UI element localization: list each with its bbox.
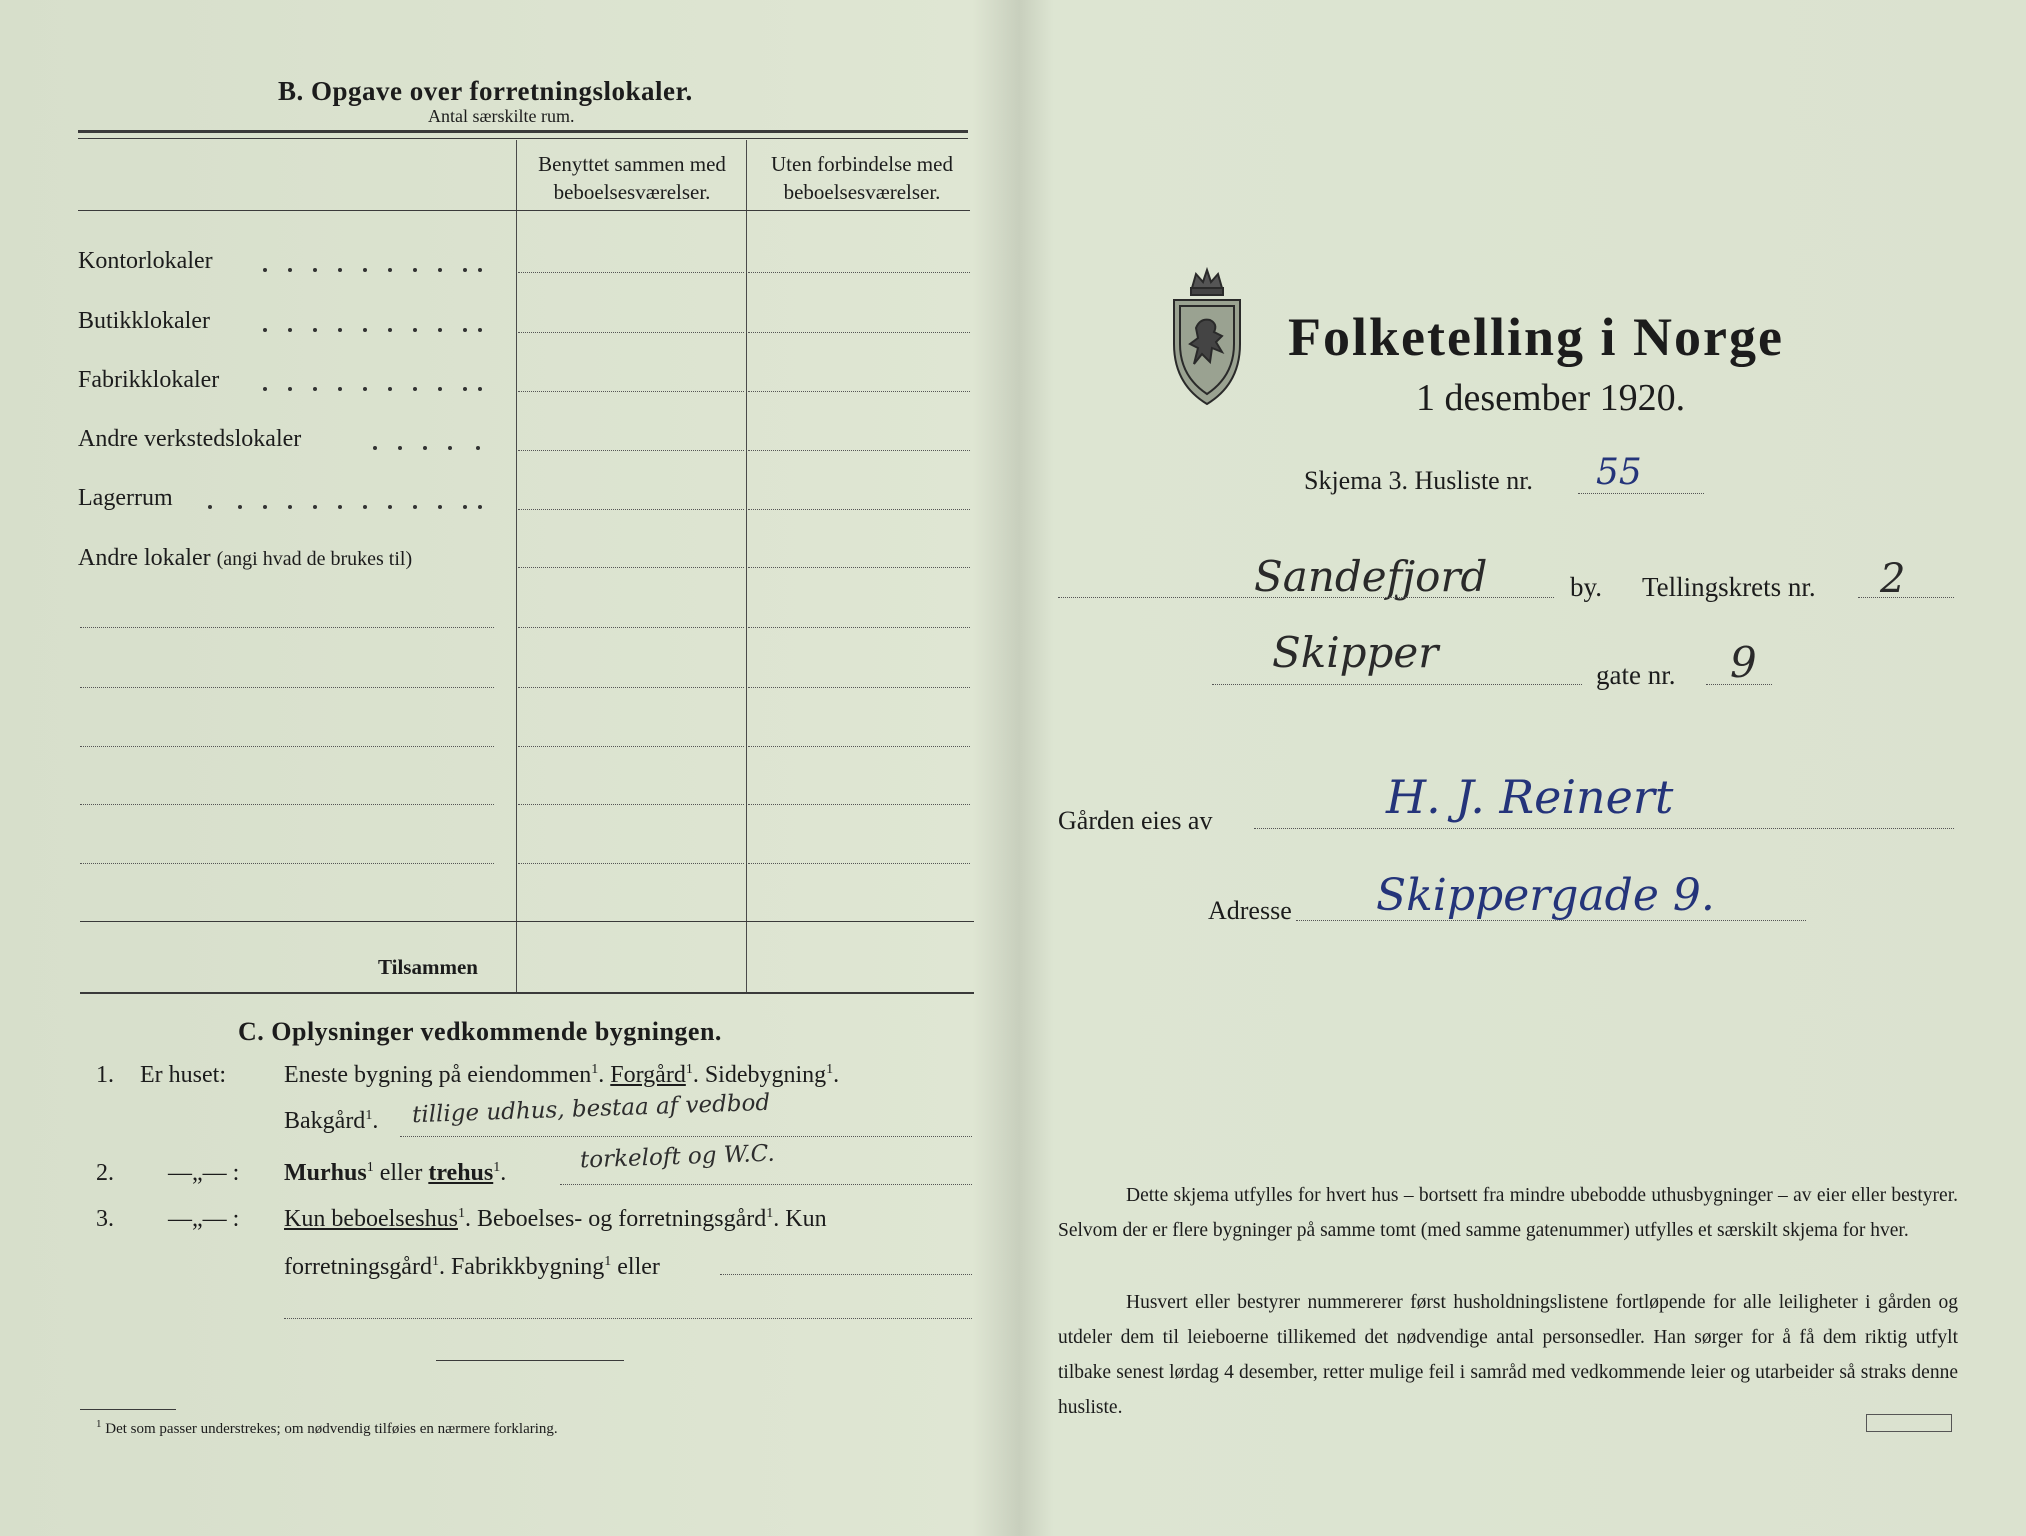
q2-options: Murhus$^1$ eller trehus$^1$. xyxy=(284,1160,507,1186)
q3-answer-line-2 xyxy=(284,1318,972,1319)
q2-opt-murhus: Murhus xyxy=(284,1160,367,1186)
gate-number: 9 xyxy=(1730,638,1757,687)
col1-rule-row3 xyxy=(518,391,744,392)
col-header-without-dwelling: Uten forbindelse med beboelsesværelser. xyxy=(771,152,953,204)
street-handwritten: Skipper xyxy=(1272,628,1439,677)
blank-row-3-c1 xyxy=(518,746,744,747)
blank-row-2-c1 xyxy=(518,687,744,688)
instructions-paragraph-1: Dette skjema utfylles for hvert hus – bortsett fra mindre ubebodde uthusbygninger – av eier eller bestyrer. Selvom der er flere bygninger på samme tomt (med samme gatenummer) utfylles et særskilt skjema for hver. xyxy=(1058,1185,1958,1241)
gate-line xyxy=(1706,684,1772,685)
blank-row-1-c1 xyxy=(518,627,744,628)
blank-row-5 xyxy=(80,863,494,864)
q3-opt-kun-beboelseshus: Kun beboelseshus xyxy=(284,1206,458,1232)
q1-handwritten-note-b: torkeloft og W.C. xyxy=(579,1140,776,1174)
q1-opt-eneste: Eneste bygning på eiendommen xyxy=(284,1062,592,1088)
total-bottom-rule xyxy=(80,992,974,994)
printer-stamp xyxy=(1866,1414,1952,1432)
q1-answer-line xyxy=(400,1136,972,1137)
q2-opt-trehus: trehus xyxy=(428,1160,494,1186)
col1-rule-row2 xyxy=(518,332,744,333)
husliste-number: 55 xyxy=(1596,452,1642,493)
q1-options-line1: Eneste bygning på eiendommen$^1$. Forgård$^1$. Sidebygning$^1$. xyxy=(284,1062,840,1088)
col2-rule-row5 xyxy=(748,509,970,510)
by-label: by. xyxy=(1570,572,1602,602)
q1-handwritten-note-a: tillige udhus, bestaa af vedbod xyxy=(411,1089,771,1129)
section-c-title: C. Oplysninger vedkommende bygningen. xyxy=(238,1017,722,1046)
q2-eller: eller xyxy=(379,1160,423,1186)
row-label-verkstedslokaler: Andre verkstedslokaler xyxy=(78,426,302,452)
q3-number: 3. xyxy=(96,1206,114,1232)
q1-opt-bakgard: Bakgård xyxy=(284,1108,366,1134)
husliste-line xyxy=(1578,493,1704,494)
blank-row-4 xyxy=(80,804,494,805)
col1-rule-row4 xyxy=(518,450,744,451)
section-c-end-rule xyxy=(436,1360,624,1361)
q3-options-line2: forretningsgård$^1$. Fabrikkbygning$^1$ eller xyxy=(284,1254,660,1280)
col2-rule-row3 xyxy=(748,391,970,392)
blank-row-1-c2 xyxy=(748,627,970,628)
blank-row-2 xyxy=(80,687,494,688)
blank-row-5-c1 xyxy=(518,863,744,864)
address-handwritten: Skippergade 9. xyxy=(1376,870,1715,921)
owner-line xyxy=(1254,828,1954,829)
row-label-lagerrum: Lagerrum xyxy=(78,485,173,511)
blank-row-5-c2 xyxy=(748,863,970,864)
total-label: Tilsammen xyxy=(378,955,478,979)
tellingskrets-line xyxy=(1858,597,1954,598)
q1-label: Er huset: xyxy=(140,1062,226,1088)
owner-handwritten: H. J. Reinert xyxy=(1386,770,1674,824)
q3-options-line1: Kun beboelseshus$^1$. Beboelses- og forretningsgård$^1$. Kun xyxy=(284,1206,827,1232)
skjema-label: Skjema 3. Husliste nr. xyxy=(1304,466,1533,495)
col2-rule-row6 xyxy=(748,567,970,568)
tellingskrets-number: 2 xyxy=(1880,556,1906,602)
q3-opt-kun: Kun xyxy=(785,1206,827,1232)
q1-number: 1. xyxy=(96,1062,114,1088)
q1-opt-forgard: Forgård xyxy=(610,1062,686,1088)
q3-opt-forretningsgard: forretningsgård xyxy=(284,1254,432,1280)
blank-row-3-c2 xyxy=(748,746,970,747)
blank-row-3 xyxy=(80,746,494,747)
blank-row-2-c2 xyxy=(748,687,970,688)
city-handwritten: Sandefjord xyxy=(1254,552,1488,601)
owner-label: Gården eies av xyxy=(1058,806,1213,835)
q3-opt-fabrikkbygning: Fabrikkbygning xyxy=(450,1254,605,1280)
q3-answer-line-1 xyxy=(720,1274,972,1275)
form-title: Folketelling i Norge xyxy=(1288,307,1784,367)
q2-answer-line xyxy=(560,1184,972,1185)
row-label-kontorlokaler: Kontorlokaler xyxy=(78,248,213,274)
instructions-paragraph-2: Husvert eller bestyrer nummererer først husholdningslistene fortløpende for alle leiligheter i gården og utdeler dem til leieboerne tillikemed det nødvendige antal personsedler. Han sørger for å få dem riktig utfylt tilbake senest lørdag 4 desember, retter mulige feil i samråd med vedkommende leier og utarbeider så straks denne husliste. xyxy=(1058,1292,1958,1418)
q3-label: —„— : xyxy=(168,1206,240,1232)
norwegian-coat-of-arms xyxy=(1166,266,1248,408)
q3-opt-beboelses-forretning: Beboelses- og forretningsgård xyxy=(476,1206,767,1232)
col2-rule-row1 xyxy=(748,272,970,273)
gate-label: gate nr. xyxy=(1596,660,1676,690)
total-top-rule xyxy=(80,921,974,922)
table-col-divider-2 xyxy=(746,140,747,992)
col2-rule-row2 xyxy=(748,332,970,333)
section-b-title: B. Opgave over forretningslokaler. xyxy=(278,76,693,106)
col1-rule-row1 xyxy=(518,272,744,273)
andre-lokaler-hint: (angi hvad de brukes til) xyxy=(216,548,413,570)
q2-label: —„— : xyxy=(168,1160,240,1186)
table-top-rule-thin xyxy=(78,138,968,139)
table-col-divider-1 xyxy=(516,140,517,992)
col1-rule-row6 xyxy=(518,567,744,568)
blank-row-4-c2 xyxy=(748,804,970,805)
row-label-butikklokaler: Butikklokaler xyxy=(78,308,210,334)
q1-options-line2: Bakgård$^1$. xyxy=(284,1108,379,1134)
table-top-rule xyxy=(78,130,968,133)
col-header-with-dwelling: Benyttet sammen med beboelsesværelser. xyxy=(538,152,726,204)
col1-rule-row5 xyxy=(518,509,744,510)
footnote-rule xyxy=(80,1409,176,1410)
city-line xyxy=(1058,597,1554,598)
andre-lokaler-text: Andre lokaler xyxy=(78,545,211,571)
q3-eller: eller xyxy=(617,1254,660,1280)
blank-row-4-c1 xyxy=(518,804,744,805)
blank-row-1 xyxy=(80,627,494,628)
address-line xyxy=(1296,920,1806,921)
address-label: Adresse xyxy=(1208,896,1292,925)
row-label-fabrikklokaler: Fabrikklokaler xyxy=(78,367,220,393)
census-date: 1 desember 1920. xyxy=(1416,377,1686,419)
street-line xyxy=(1212,684,1582,685)
tellingskrets-label: Tellingskrets nr. xyxy=(1642,572,1816,602)
footnote-text: Det som passer understrekes; om nødvendig tilføies en nærmere forklaring. xyxy=(105,1421,558,1437)
section-b-subtitle: Antal særskilte rum. xyxy=(428,106,575,126)
q1-opt-sidebygning: Sidebygning xyxy=(704,1062,827,1088)
row-label-andre-lokaler xyxy=(78,545,412,572)
header-bottom-rule xyxy=(78,210,970,211)
col2-rule-row4 xyxy=(748,450,970,451)
q2-number: 2. xyxy=(96,1160,114,1186)
footnote: $^1$ Det som passer understrekes; om nødvendig tilføies en nærmere forklaring. xyxy=(96,1418,558,1437)
